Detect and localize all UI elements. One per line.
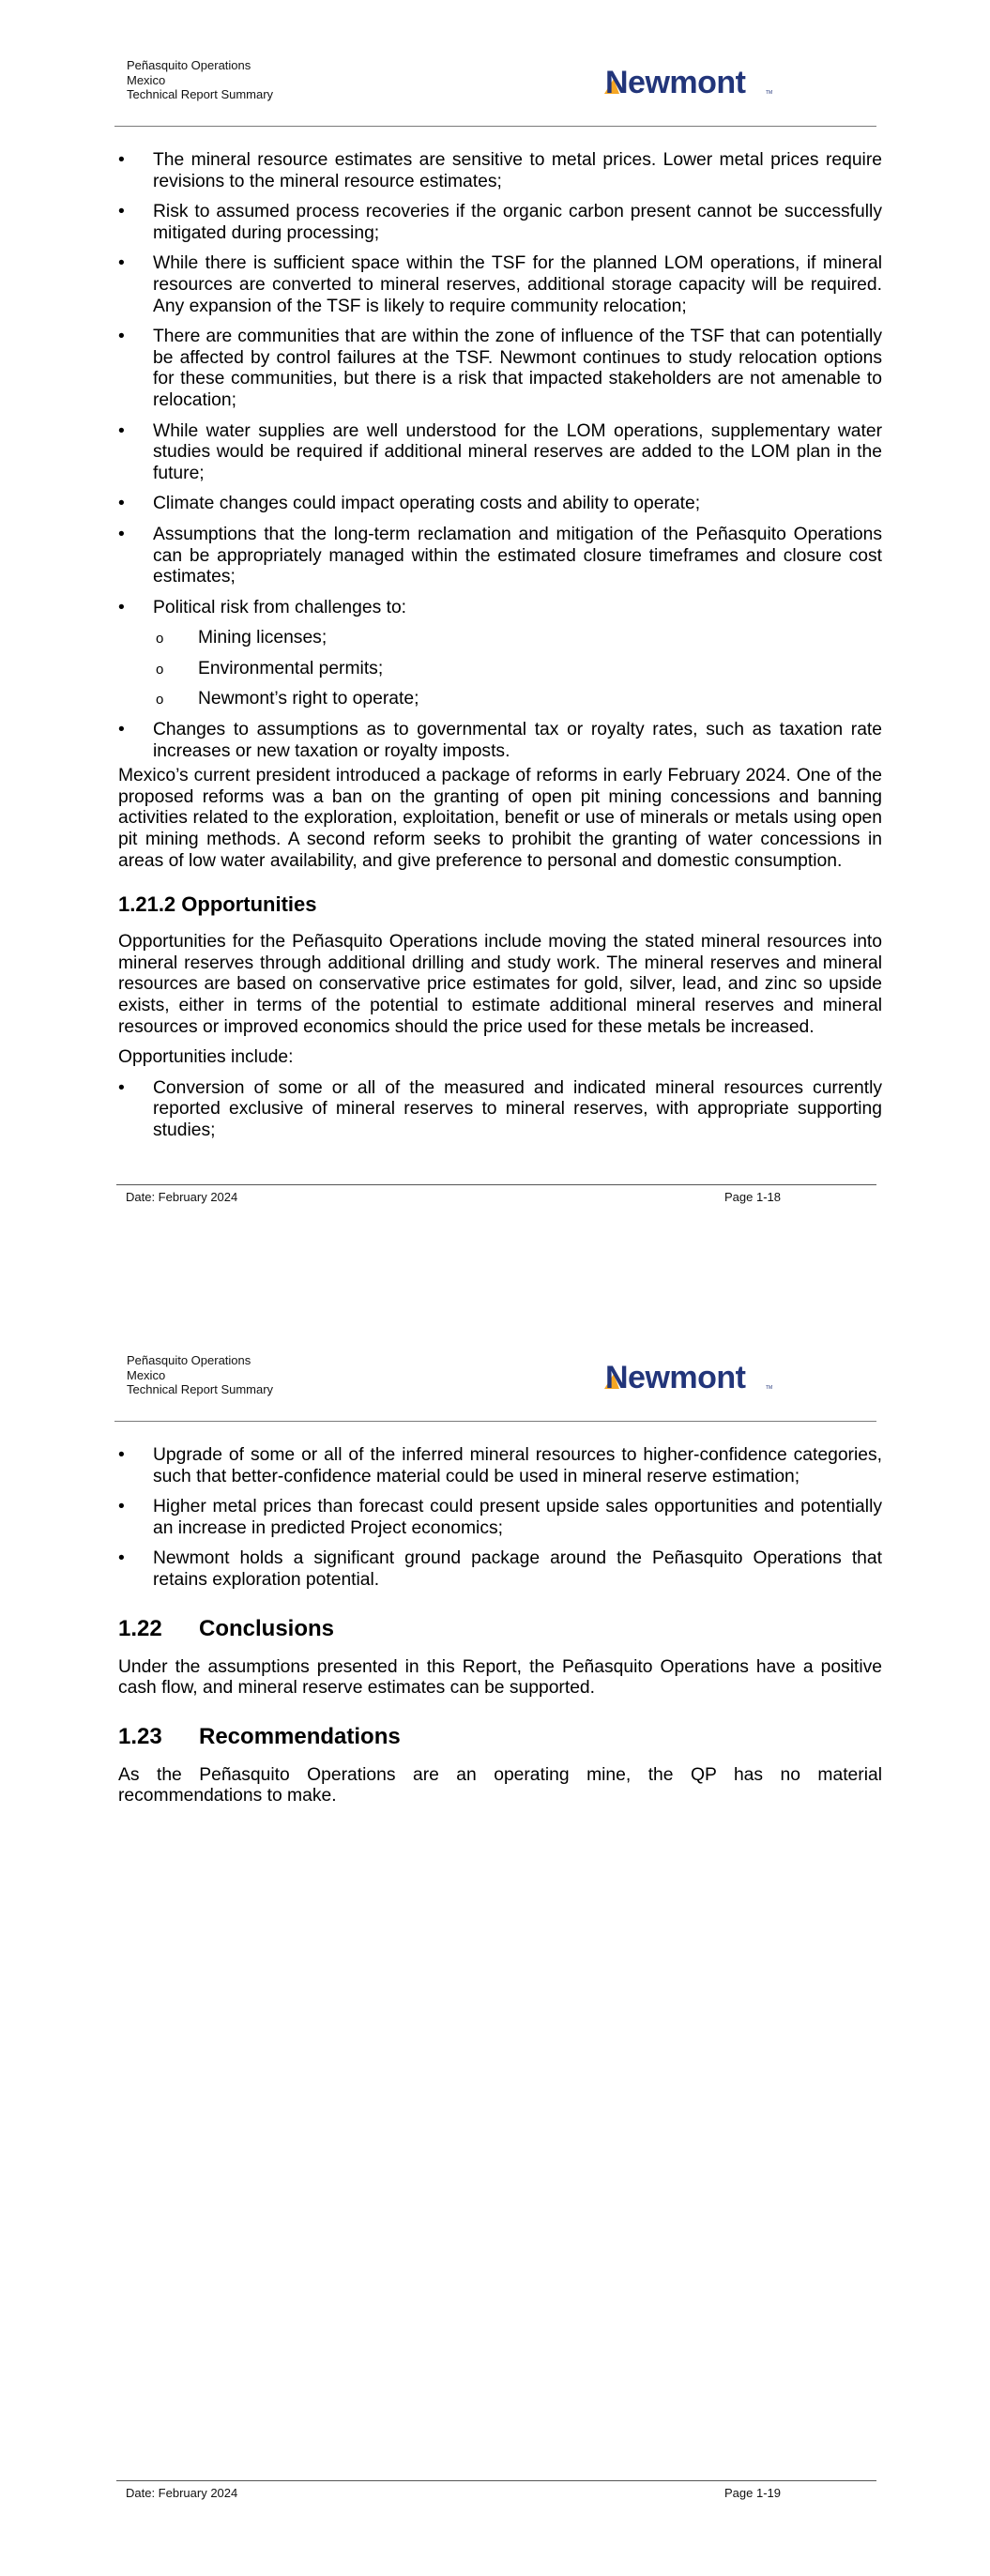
- list-item: • Changes to assumptions as to governmental tax or royalty rates, such as taxation rate increases or new taxation or royalty imposts.: [118, 720, 882, 761]
- list-item: • Upgrade of some or all of the inferred mineral resources to higher-confidence categories, such that better-confidence material could be used in mineral reserve estimation;: [118, 1445, 882, 1486]
- page-1-18: [0, 0, 990, 1281]
- hollow-bullet-icon: o: [156, 631, 164, 648]
- list-item: • Newmont holds a significant ground package around the Peñasquito Operations that retains exploration potential.: [118, 1548, 882, 1590]
- sub-list-item: o Environmental permits;: [118, 659, 882, 680]
- report-header: [127, 58, 273, 102]
- header-country: Mexico: [127, 72, 166, 87]
- bullet-icon: •: [118, 420, 125, 441]
- report-header: [127, 1353, 273, 1397]
- list-item: • Assumptions that the long-term reclamation and mitigation of the Peñasquito Operations can be appropriately managed within the estimated closure timeframes and closure cost estimates;: [118, 524, 882, 587]
- page-body: [118, 150, 882, 1151]
- bullet-icon: •: [118, 524, 125, 544]
- page-1-19: [0, 1295, 990, 2576]
- bullet-icon: •: [118, 327, 125, 347]
- bullet-icon: •: [118, 597, 125, 617]
- header-divider: [114, 1421, 876, 1422]
- header-project: Peñasquito Operations: [127, 58, 251, 72]
- list-item: • Conversion of some or all of the measured and indicated mineral resources currently reported exclusive of mineral reserves to mineral reserves, with appropriate supporting studies;: [118, 1077, 882, 1140]
- list-item: • Political risk from challenges to:: [118, 597, 407, 617]
- bullet-icon: •: [118, 1077, 125, 1098]
- footer-page-number: Page 1-19: [724, 2486, 781, 2500]
- list-item: • Higher metal prices than forecast could present upside sales opportunities and potentially an increase in predicted Project economics;: [118, 1497, 882, 1538]
- list-item: • Climate changes could impact operating costs and ability to operate;: [118, 494, 701, 514]
- logo-wordmark: Newmont: [605, 66, 746, 98]
- logo-wordmark: Newmont: [605, 1361, 746, 1393]
- newmont-logo: [604, 66, 778, 98]
- list-item: • Risk to assumed process recoveries if the organic carbon present cannot be successfully mitigated during processing;: [118, 202, 882, 243]
- newmont-logo: [604, 1361, 778, 1393]
- header-country: Mexico: [127, 1367, 166, 1382]
- list-item: • There are communities that are within the zone of influence of the TSF that can potentially be affected by control failures at the TSF. Newmont continues to study relocation options for these communities, but there is a risk that impacted stakeholders are not amenable to relocation;: [118, 327, 882, 410]
- bullet-icon: •: [118, 1445, 125, 1465]
- list-item: • The mineral resource estimates are sensitive to metal prices. Lower metal prices require revisions to the mineral resource estimates;: [118, 150, 882, 191]
- header-report-type: Technical Report Summary: [127, 1382, 274, 1396]
- bullet-icon: •: [118, 494, 125, 514]
- bullet-icon: •: [118, 150, 125, 170]
- section-heading-opportunities: 1.21.2 Opportunities: [118, 892, 317, 917]
- list-item: • While there is sufficient space within the TSF for the planned LOM operations, if mineral resources are converted to mineral reserves, additional storage capacity will be required. Any expansion of the TSF is likely to require community relocation;: [118, 253, 882, 316]
- section-heading-recommendations: 1.23 Recommendations: [118, 1723, 401, 1749]
- header-project: Peñasquito Operations: [127, 1353, 251, 1367]
- reform-paragraph: Mexico’s current president introduced a package of reforms in early February 2024. One of the proposed reforms was a ban on the granting of open pit mining concessions and banning activities related to the exploration, exploitation, benefit or use of minerals or metals using open pit mining methods. A second reform seeks to prohibit the granting of water concessions in areas of low water availability, and give preference to personal and domestic consumption.: [118, 766, 882, 871]
- header-report-type: Technical Report Summary: [127, 87, 274, 101]
- svg-text:TM: TM: [766, 90, 773, 96]
- bullet-icon: •: [118, 720, 125, 740]
- footer-divider: [116, 1184, 876, 1185]
- footer-page-number: Page 1-18: [724, 1190, 781, 1204]
- sub-list-item: o Mining licenses;: [118, 628, 882, 649]
- conclusions-paragraph: Under the assumptions presented in this Report, the Peñasquito Operations have a positive cash flow, and mineral reserve estimates can be supported.: [118, 1656, 882, 1699]
- recommendations-paragraph: As the Peñasquito Operations are an operating mine, the QP has no material recommendations to make.: [118, 1764, 882, 1806]
- list-item: • While water supplies are well understood for the LOM operations, supplementary water studies would be required if additional mineral reserves are added to the LOM plan in the future;: [118, 420, 882, 483]
- section-heading-conclusions: 1.22 Conclusions: [118, 1615, 335, 1641]
- hollow-bullet-icon: o: [156, 692, 164, 709]
- opportunities-intro: Opportunities include:: [118, 1047, 294, 1068]
- bullet-icon: •: [118, 202, 125, 222]
- bullet-icon: •: [118, 253, 125, 274]
- svg-text:TM: TM: [766, 1385, 773, 1391]
- bullet-icon: •: [118, 1497, 125, 1517]
- bullet-icon: •: [118, 1548, 125, 1569]
- sub-list-item: o Newmont’s right to operate;: [118, 689, 882, 710]
- opportunities-paragraph: Opportunities for the Peñasquito Operations include moving the stated mineral resources into mineral reserves through additional drilling and study work. The mineral reserves and mineral resources are based on conservative price estimates for gold, silver, lead, and zinc so upside exists, either in terms of the potential to estimate additional mineral reserves and mineral resources or improved economics should the price used for these metals be increased.: [118, 932, 882, 1037]
- page-body: [118, 1445, 882, 1817]
- header-divider: [114, 126, 876, 127]
- hollow-bullet-icon: o: [156, 661, 164, 678]
- footer-date: Date: February 2024: [126, 1190, 238, 1204]
- footer-date: Date: February 2024: [126, 2486, 238, 2500]
- footer-divider: [116, 2480, 876, 2481]
